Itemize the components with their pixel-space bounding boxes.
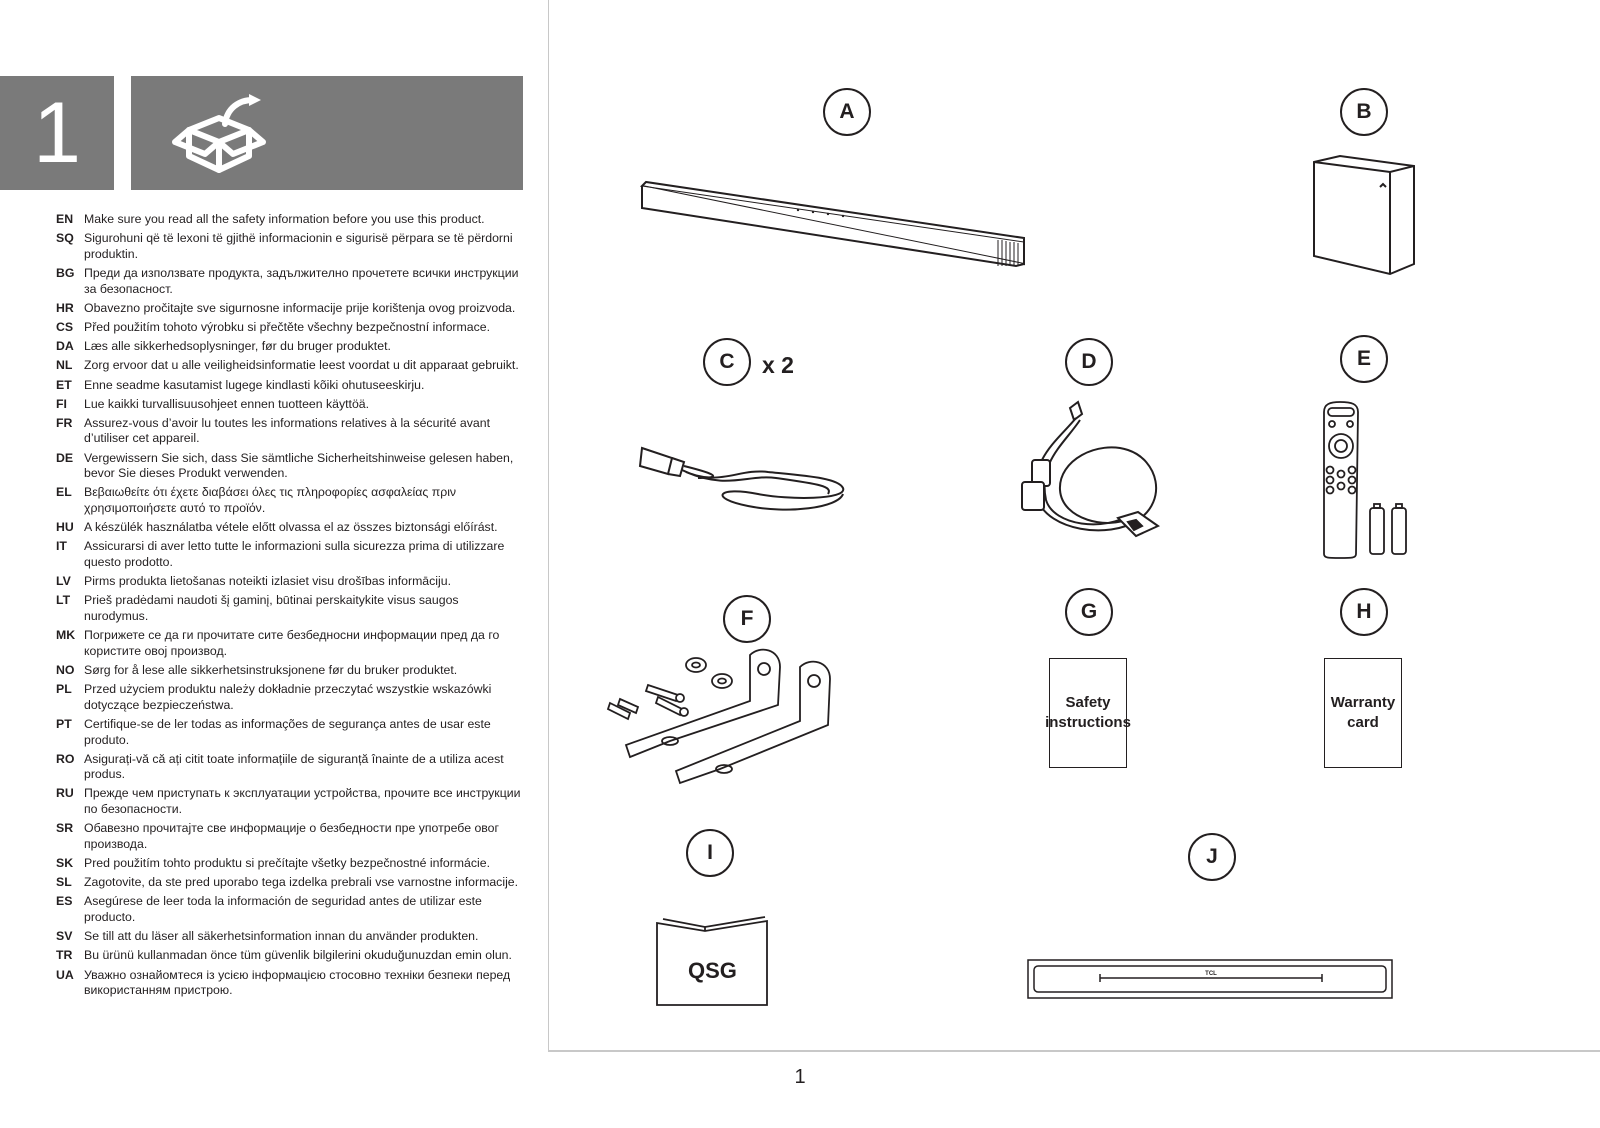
language-code: ET: [56, 377, 72, 392]
safety-notice-text: Enne seadme kasutamist lugege kindlasti kõiki ohutuseeskirju.: [84, 377, 425, 392]
safety-notice-text: Certifique-se de ler todas as informações de segurança antes de usar este produto.: [84, 716, 491, 747]
language-code: SV: [56, 929, 73, 944]
safety-notice-text: Se till att du läser all säkerhetsinformation innan du använder produkten.: [84, 929, 479, 944]
safety-notice-item: [56, 752, 526, 783]
language-code: NO: [56, 662, 75, 677]
safety-notice-item: [56, 663, 526, 679]
step-number: 1: [0, 76, 114, 190]
warranty-card-label: Warranty card: [1330, 694, 1396, 731]
item-label-d: D: [1065, 338, 1113, 386]
safety-notice-text: Bu ürünü kullanmadan önce tüm güvenlik bilgilerini okuduğunuzdan emin olun.: [84, 948, 512, 963]
safety-notice-item: [56, 968, 526, 999]
safety-notice-item: [56, 397, 526, 413]
item-label-b: B: [1340, 88, 1388, 136]
wall-mount-kit-illustration: [600, 645, 860, 805]
safety-notice-item: [56, 451, 526, 482]
safety-notice-item: [56, 416, 526, 447]
item-label-e: E: [1340, 335, 1388, 383]
power-cord-illustration: [638, 438, 858, 518]
subwoofer-illustration: [1310, 152, 1420, 282]
item-label-g: G: [1065, 588, 1113, 636]
item-label-i: I: [686, 829, 734, 877]
language-code: ES: [56, 894, 73, 909]
warranty-card: [1324, 658, 1402, 768]
language-code: MK: [56, 628, 76, 643]
safety-notice-text: Assurez-vous d’avoir lu toutes les informations relatives à la sécurité avant d’utiliser cet appareil.: [84, 415, 490, 446]
safety-notice-text: Před použitím tohoto výrobku si přečtěte všechny bezpečnostní informace.: [84, 319, 491, 334]
language-code: FR: [56, 415, 73, 430]
safety-notice-item: [56, 520, 526, 536]
safety-notice-text: Погрижете се да ги прочитате сите безбедносни информации пред да го користите овој производ.: [84, 628, 500, 658]
language-code: DE: [56, 450, 74, 465]
item-label-h: H: [1340, 588, 1388, 636]
safety-notice-list: [56, 212, 526, 1002]
language-code: HU: [56, 520, 74, 535]
safety-notice-text: Asigurați-vă că ați citit toate informațiile de siguranță înainte de a utiliza acest produs.: [84, 751, 504, 782]
safety-notice-item: [56, 593, 526, 624]
language-code: HR: [56, 300, 74, 315]
language-code: UA: [56, 967, 74, 982]
soundbar-illustration: [638, 180, 1028, 280]
page-number: 1: [794, 1066, 806, 1088]
item-label-j: J: [1188, 833, 1236, 881]
safety-notice-text: Asegúrese de leer toda la información de seguridad antes de utilizar este producto.: [84, 894, 482, 924]
safety-notice-text: Обавезно прочитајте све информације о безбедности пре употребе овог производа.: [84, 821, 500, 851]
safety-notice-item: [56, 339, 526, 355]
safety-notice-text: Sørg for å lese alle sikkerhetsinstruksjonene før du bruker produktet.: [84, 662, 458, 677]
item-c-quantity: x 2: [762, 352, 794, 378]
language-code: SR: [56, 821, 74, 836]
language-code: TR: [56, 948, 73, 963]
safety-notice-text: Assicurarsi di aver letto tutte le informazioni sulla sicurezza prima di utilizzare questo prodotto.: [84, 539, 505, 569]
safety-notice-item: [56, 539, 526, 570]
language-code: NL: [56, 358, 73, 373]
language-code: RO: [56, 751, 75, 766]
safety-notice-text: Prieš pradėdami naudoti šį gaminį, būtinai perskaitykite visus saugos nurodymus.: [84, 593, 459, 623]
box-unpack-icon: [169, 94, 269, 174]
language-code: PL: [56, 682, 72, 697]
language-code: CS: [56, 319, 74, 334]
language-code: SL: [56, 875, 72, 890]
language-code: RU: [56, 786, 74, 801]
safety-notice-item: [56, 717, 526, 748]
language-code: SQ: [56, 231, 74, 246]
language-code: SK: [56, 856, 74, 871]
language-code: FI: [56, 396, 67, 411]
safety-notice-item: [56, 231, 526, 262]
language-code: IT: [56, 539, 67, 554]
safety-notice-text: Преди да използвате продукта, задължително прочетете всички инструкции за безопасност.: [84, 265, 519, 296]
language-code: LV: [56, 574, 71, 589]
safety-instructions-label: Safety instructions: [1045, 694, 1131, 731]
safety-notice-item: [56, 378, 526, 394]
safety-notice-item: [56, 628, 526, 659]
remote-batteries-illustration: [1318, 400, 1428, 560]
wall-mount-template-illustration: [1026, 958, 1396, 1002]
safety-notice-text: Прежде чем приступать к эксплуатации устройства, прочите все инструкции по безопасности.: [84, 786, 521, 817]
safety-notice-text: Zagotovite, da ste pred uporabo tega izdelka prebrali vse varnostne informacije.: [84, 875, 519, 890]
safety-notice-text: Lue kaikki turvallisuusohjeet ennen tuotteen käyttöä.: [84, 396, 370, 411]
panel-bottom-rule: [548, 1050, 1600, 1052]
safety-notice-item: [56, 682, 526, 713]
safety-notice-text: Pirms produkta lietošanas noteikti izlasiet visu drošības informāciju.: [84, 574, 452, 589]
safety-notice-item: [56, 574, 526, 590]
safety-instructions-booklet: [1045, 658, 1131, 768]
safety-notice-item: [56, 856, 526, 872]
template-brand-label: TCL: [1205, 971, 1217, 977]
safety-notice-item: [56, 212, 526, 228]
hdmi-cable-illustration: [1018, 400, 1178, 550]
language-code: BG: [56, 265, 75, 280]
panel-divider: [548, 0, 549, 1050]
safety-notice-item: [56, 786, 526, 817]
safety-notice-item: [56, 894, 526, 925]
item-label-f: F: [723, 595, 771, 643]
safety-notice-text: Przed użyciem produktu należy dokładnie przeczytać wszystkie wskazówki dotyczące bezpieczeństwa.: [84, 682, 492, 712]
safety-notice-item: [56, 485, 526, 516]
safety-notice-text: Pred použitím tohto produktu si prečítajte všetky bezpečnostné informácie.: [84, 856, 491, 871]
qsg-label: QSG: [688, 958, 737, 983]
safety-notice-text: Zorg ervoor dat u alle veiligheidsinformatie leest voordat u dit apparaat gebruikt.: [84, 358, 519, 373]
language-code: EL: [56, 485, 72, 500]
safety-notice-text: Obavezno pročitajte sve sigurnosne informacije prije korištenja ovog proizvoda.: [84, 300, 516, 315]
item-label-a: A: [823, 88, 871, 136]
language-code: LT: [56, 593, 71, 608]
language-code: PT: [56, 716, 72, 731]
safety-notice-item: [56, 358, 526, 374]
language-code: DA: [56, 339, 74, 354]
safety-notice-text: Make sure you read all the safety information before you use this product.: [84, 212, 485, 226]
item-label-c: C: [703, 338, 751, 386]
safety-notice-text: A készülék használatba vétele előtt olvassa el az összes biztonsági előírást.: [84, 520, 498, 535]
safety-notice-item: [56, 301, 526, 317]
safety-notice-text: Vergewissern Sie sich, dass Sie sämtliche Sicherheitshinweise gelesen haben, bevor Sie dieses Produkt verwenden.: [84, 450, 514, 481]
safety-notice-item: [56, 929, 526, 945]
safety-notice-item: [56, 266, 526, 297]
safety-notice-text: Læs alle sikkerhedsoplysninger, før du bruger produktet.: [84, 339, 391, 354]
safety-notice-item: [56, 821, 526, 852]
language-code: EN: [56, 212, 74, 226]
safety-notice-text: Sigurohuni që të lexoni të gjithë informacionin e sigurisë përpara se të përdorni produktin.: [84, 231, 513, 261]
header-bar: [131, 76, 523, 190]
safety-notice-text: Уважно ознайомтеся із усією інформацією стосовно техніки безпеки перед використанням пристрою.: [84, 967, 511, 998]
safety-notice-item: [56, 320, 526, 336]
safety-notice-text: Βεβαιωθείτε ότι έχετε διαβάσει όλες τις πληροφορίες ασφαλείας πριν χρησιμοποιήσετε αυτό το προϊόν.: [84, 485, 457, 516]
safety-notice-item: [56, 948, 526, 964]
safety-notice-item: [56, 875, 526, 891]
